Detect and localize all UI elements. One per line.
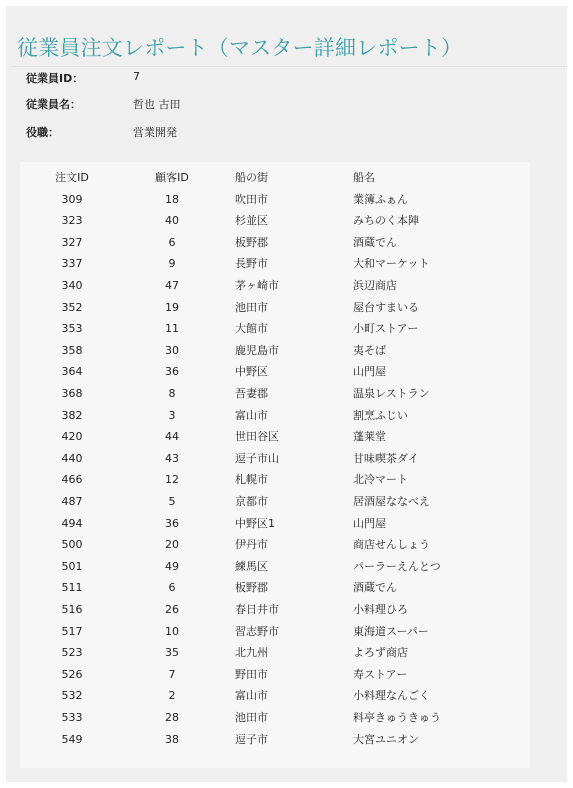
- table-row: [20, 729, 530, 751]
- table-row: [20, 383, 530, 405]
- cell-customer-id: 36: [165, 516, 179, 530]
- cell-order-id: 337: [61, 257, 83, 271]
- cell-order-id: 501: [61, 559, 83, 573]
- cell-ship-name: 割烹ふじい: [353, 408, 408, 422]
- cell-ship-name: 山門屋: [353, 516, 386, 530]
- cell-ship-city: 板野郡: [235, 581, 268, 595]
- cell-ship-name: 大宮ユニオン: [353, 732, 419, 746]
- cell-ship-name: 商店せんしょう: [353, 538, 430, 552]
- cell-ship-name: 小料理ひろ: [353, 603, 408, 616]
- cell-order-id: 382: [61, 408, 83, 422]
- cell-ship-name: 居酒屋ななべえ: [353, 495, 430, 508]
- table-row: [20, 232, 530, 254]
- cell-order-id: 353: [61, 322, 83, 336]
- cell-customer-id: 20: [165, 538, 179, 552]
- cell-customer-id: 9: [168, 257, 176, 271]
- employee-role-label: 役職：: [26, 126, 59, 139]
- cell-order-id: 364: [61, 365, 83, 379]
- cell-customer-id: 36: [165, 365, 179, 379]
- cell-ship-name: パーラーえんとつ: [353, 559, 441, 573]
- column-header-ship-name: 船名: [353, 171, 375, 184]
- cell-order-id: 420: [61, 430, 83, 444]
- cell-ship-name: 温泉レストラン: [353, 387, 430, 400]
- cell-order-id: 327: [61, 235, 83, 249]
- cell-ship-city: 富山市: [235, 408, 268, 422]
- cell-order-id: 549: [61, 732, 83, 746]
- cell-ship-name: 屋台すまいる: [353, 300, 419, 314]
- cell-ship-city: 池田市: [235, 300, 268, 314]
- cell-customer-id: 49: [165, 559, 179, 573]
- title-divider: [12, 66, 567, 67]
- cell-ship-name: 夷そば: [353, 343, 386, 357]
- cell-order-id: 533: [61, 711, 83, 724]
- cell-ship-city: 春日井市: [235, 603, 279, 616]
- cell-order-id: 494: [61, 516, 83, 530]
- cell-customer-id: 40: [165, 214, 179, 228]
- cell-order-id: 323: [61, 214, 83, 228]
- table-row: [20, 469, 530, 491]
- table-row: [20, 210, 530, 232]
- table-row: [20, 621, 530, 643]
- cell-ship-city: 札幌市: [235, 473, 268, 487]
- cell-ship-name: 酒蔵でん: [353, 235, 397, 249]
- cell-ship-name: 大和マーケット: [353, 257, 430, 271]
- cell-customer-id: 35: [165, 646, 179, 660]
- cell-ship-city: 長野市: [235, 257, 268, 271]
- cell-customer-id: 6: [168, 581, 176, 595]
- cell-ship-name: 小料理なんごく: [353, 689, 430, 703]
- cell-order-id: 511: [61, 581, 83, 595]
- cell-ship-city: 富山市: [235, 689, 268, 703]
- table-row: [20, 405, 530, 427]
- cell-ship-name: 料亭きゅうきゅう: [353, 711, 441, 724]
- cell-ship-name: 小町ストアー: [353, 322, 419, 336]
- cell-customer-id: 18: [165, 192, 179, 206]
- cell-ship-name: 東海道スーパー: [353, 624, 429, 638]
- cell-ship-name: 浜辺商店: [353, 279, 397, 292]
- table-row: [20, 340, 530, 362]
- table-row: [20, 426, 530, 448]
- cell-customer-id: 12: [165, 473, 179, 487]
- cell-ship-name: みちのく本陣: [353, 214, 419, 228]
- cell-order-id: 368: [61, 387, 83, 400]
- employee-name-value: 哲也 古田: [133, 98, 181, 111]
- cell-customer-id: 3: [168, 408, 176, 422]
- table-row: [20, 297, 530, 319]
- cell-customer-id: 19: [165, 300, 179, 314]
- cell-customer-id: 43: [165, 451, 179, 465]
- cell-ship-city: 北九州: [235, 646, 268, 660]
- cell-ship-city: 茅ヶ崎市: [235, 279, 279, 292]
- cell-order-id: 523: [61, 646, 83, 660]
- table-row: [20, 318, 530, 340]
- table-row: [20, 599, 530, 621]
- cell-customer-id: 2: [168, 689, 176, 703]
- cell-ship-name: 北冷マート: [353, 473, 408, 487]
- employee-role-value: 営業開発: [133, 126, 177, 139]
- table-row: [20, 448, 530, 470]
- cell-order-id: 340: [61, 279, 83, 292]
- column-header-customer-id: 顧客ID: [155, 171, 189, 184]
- cell-ship-city: 鹿児島市: [235, 343, 279, 357]
- cell-customer-id: 26: [165, 603, 179, 616]
- cell-customer-id: 28: [165, 711, 179, 724]
- table-row: [20, 534, 530, 556]
- cell-order-id: 516: [61, 603, 83, 616]
- report-title: 従業員注文レポート（マスター詳細レポート）: [17, 36, 463, 60]
- cell-order-id: 532: [61, 689, 83, 703]
- column-header-ship-city: 船の街: [235, 171, 268, 184]
- cell-ship-name: 酒蔵でん: [353, 581, 397, 595]
- cell-ship-city: 吾妻郡: [235, 387, 268, 400]
- table-row: [20, 361, 530, 383]
- cell-customer-id: 44: [165, 430, 179, 444]
- cell-ship-city: 中野区: [235, 365, 268, 379]
- cell-order-id: 358: [61, 343, 83, 357]
- employee-name-label: 従業員名：: [26, 98, 81, 111]
- cell-ship-city: 野田市: [235, 667, 268, 681]
- cell-customer-id: 5: [168, 495, 176, 508]
- cell-ship-city: 世田谷区: [235, 430, 279, 444]
- cell-ship-city: 京都市: [235, 495, 268, 508]
- cell-ship-name: 蓬莱堂: [353, 430, 386, 444]
- cell-customer-id: 11: [165, 322, 179, 336]
- column-header-order-id: 注文ID: [55, 171, 89, 184]
- report-panel: [6, 6, 567, 782]
- table-row: [20, 275, 530, 297]
- table-row: [20, 707, 530, 729]
- cell-ship-city: 板野郡: [235, 235, 268, 249]
- cell-customer-id: 7: [168, 667, 176, 681]
- table-row: [20, 189, 530, 211]
- cell-ship-city: 杉並区: [235, 214, 268, 228]
- table-row: [20, 491, 530, 513]
- table-row: [20, 513, 530, 535]
- cell-order-id: 309: [61, 192, 83, 206]
- cell-ship-city: 逗子市山: [235, 451, 279, 465]
- cell-customer-id: 47: [165, 279, 179, 292]
- cell-ship-city: 伊丹市: [235, 538, 268, 552]
- table-header-row: [20, 167, 530, 189]
- cell-ship-name: 山門屋: [353, 365, 386, 379]
- table-row: [20, 577, 530, 599]
- cell-order-id: 466: [61, 473, 83, 487]
- cell-ship-name: 業簿ふぁん: [353, 192, 408, 206]
- cell-order-id: 352: [61, 300, 83, 314]
- cell-ship-city: 吹田市: [235, 192, 268, 206]
- cell-ship-name: よろず商店: [353, 646, 408, 660]
- table-row: [20, 556, 530, 578]
- employee-id-value: 7: [133, 70, 140, 83]
- orders-table: [20, 162, 530, 768]
- cell-customer-id: 10: [165, 624, 179, 638]
- cell-order-id: 526: [61, 667, 83, 681]
- cell-ship-name: 甘味喫茶ダイ: [353, 451, 419, 465]
- cell-ship-city: 練馬区: [235, 559, 268, 573]
- cell-order-id: 517: [61, 624, 83, 638]
- cell-customer-id: 8: [168, 387, 176, 400]
- cell-ship-city: 中野区1: [235, 516, 275, 530]
- cell-customer-id: 38: [165, 732, 179, 746]
- cell-customer-id: 6: [168, 235, 176, 249]
- cell-ship-name: 寿ストアー: [353, 667, 408, 681]
- cell-ship-city: 大館市: [235, 322, 268, 336]
- employee-id-label: 従業員ID：: [26, 72, 84, 85]
- table-row: [20, 685, 530, 707]
- cell-customer-id: 30: [165, 343, 179, 357]
- cell-ship-city: 逗子市: [235, 732, 268, 746]
- cell-order-id: 500: [61, 538, 83, 552]
- table-row: [20, 664, 530, 686]
- table-row: [20, 642, 530, 664]
- table-row: [20, 253, 530, 275]
- cell-order-id: 440: [61, 451, 83, 465]
- cell-ship-city: 池田市: [235, 711, 268, 724]
- cell-order-id: 487: [61, 495, 83, 508]
- cell-ship-city: 習志野市: [235, 624, 279, 638]
